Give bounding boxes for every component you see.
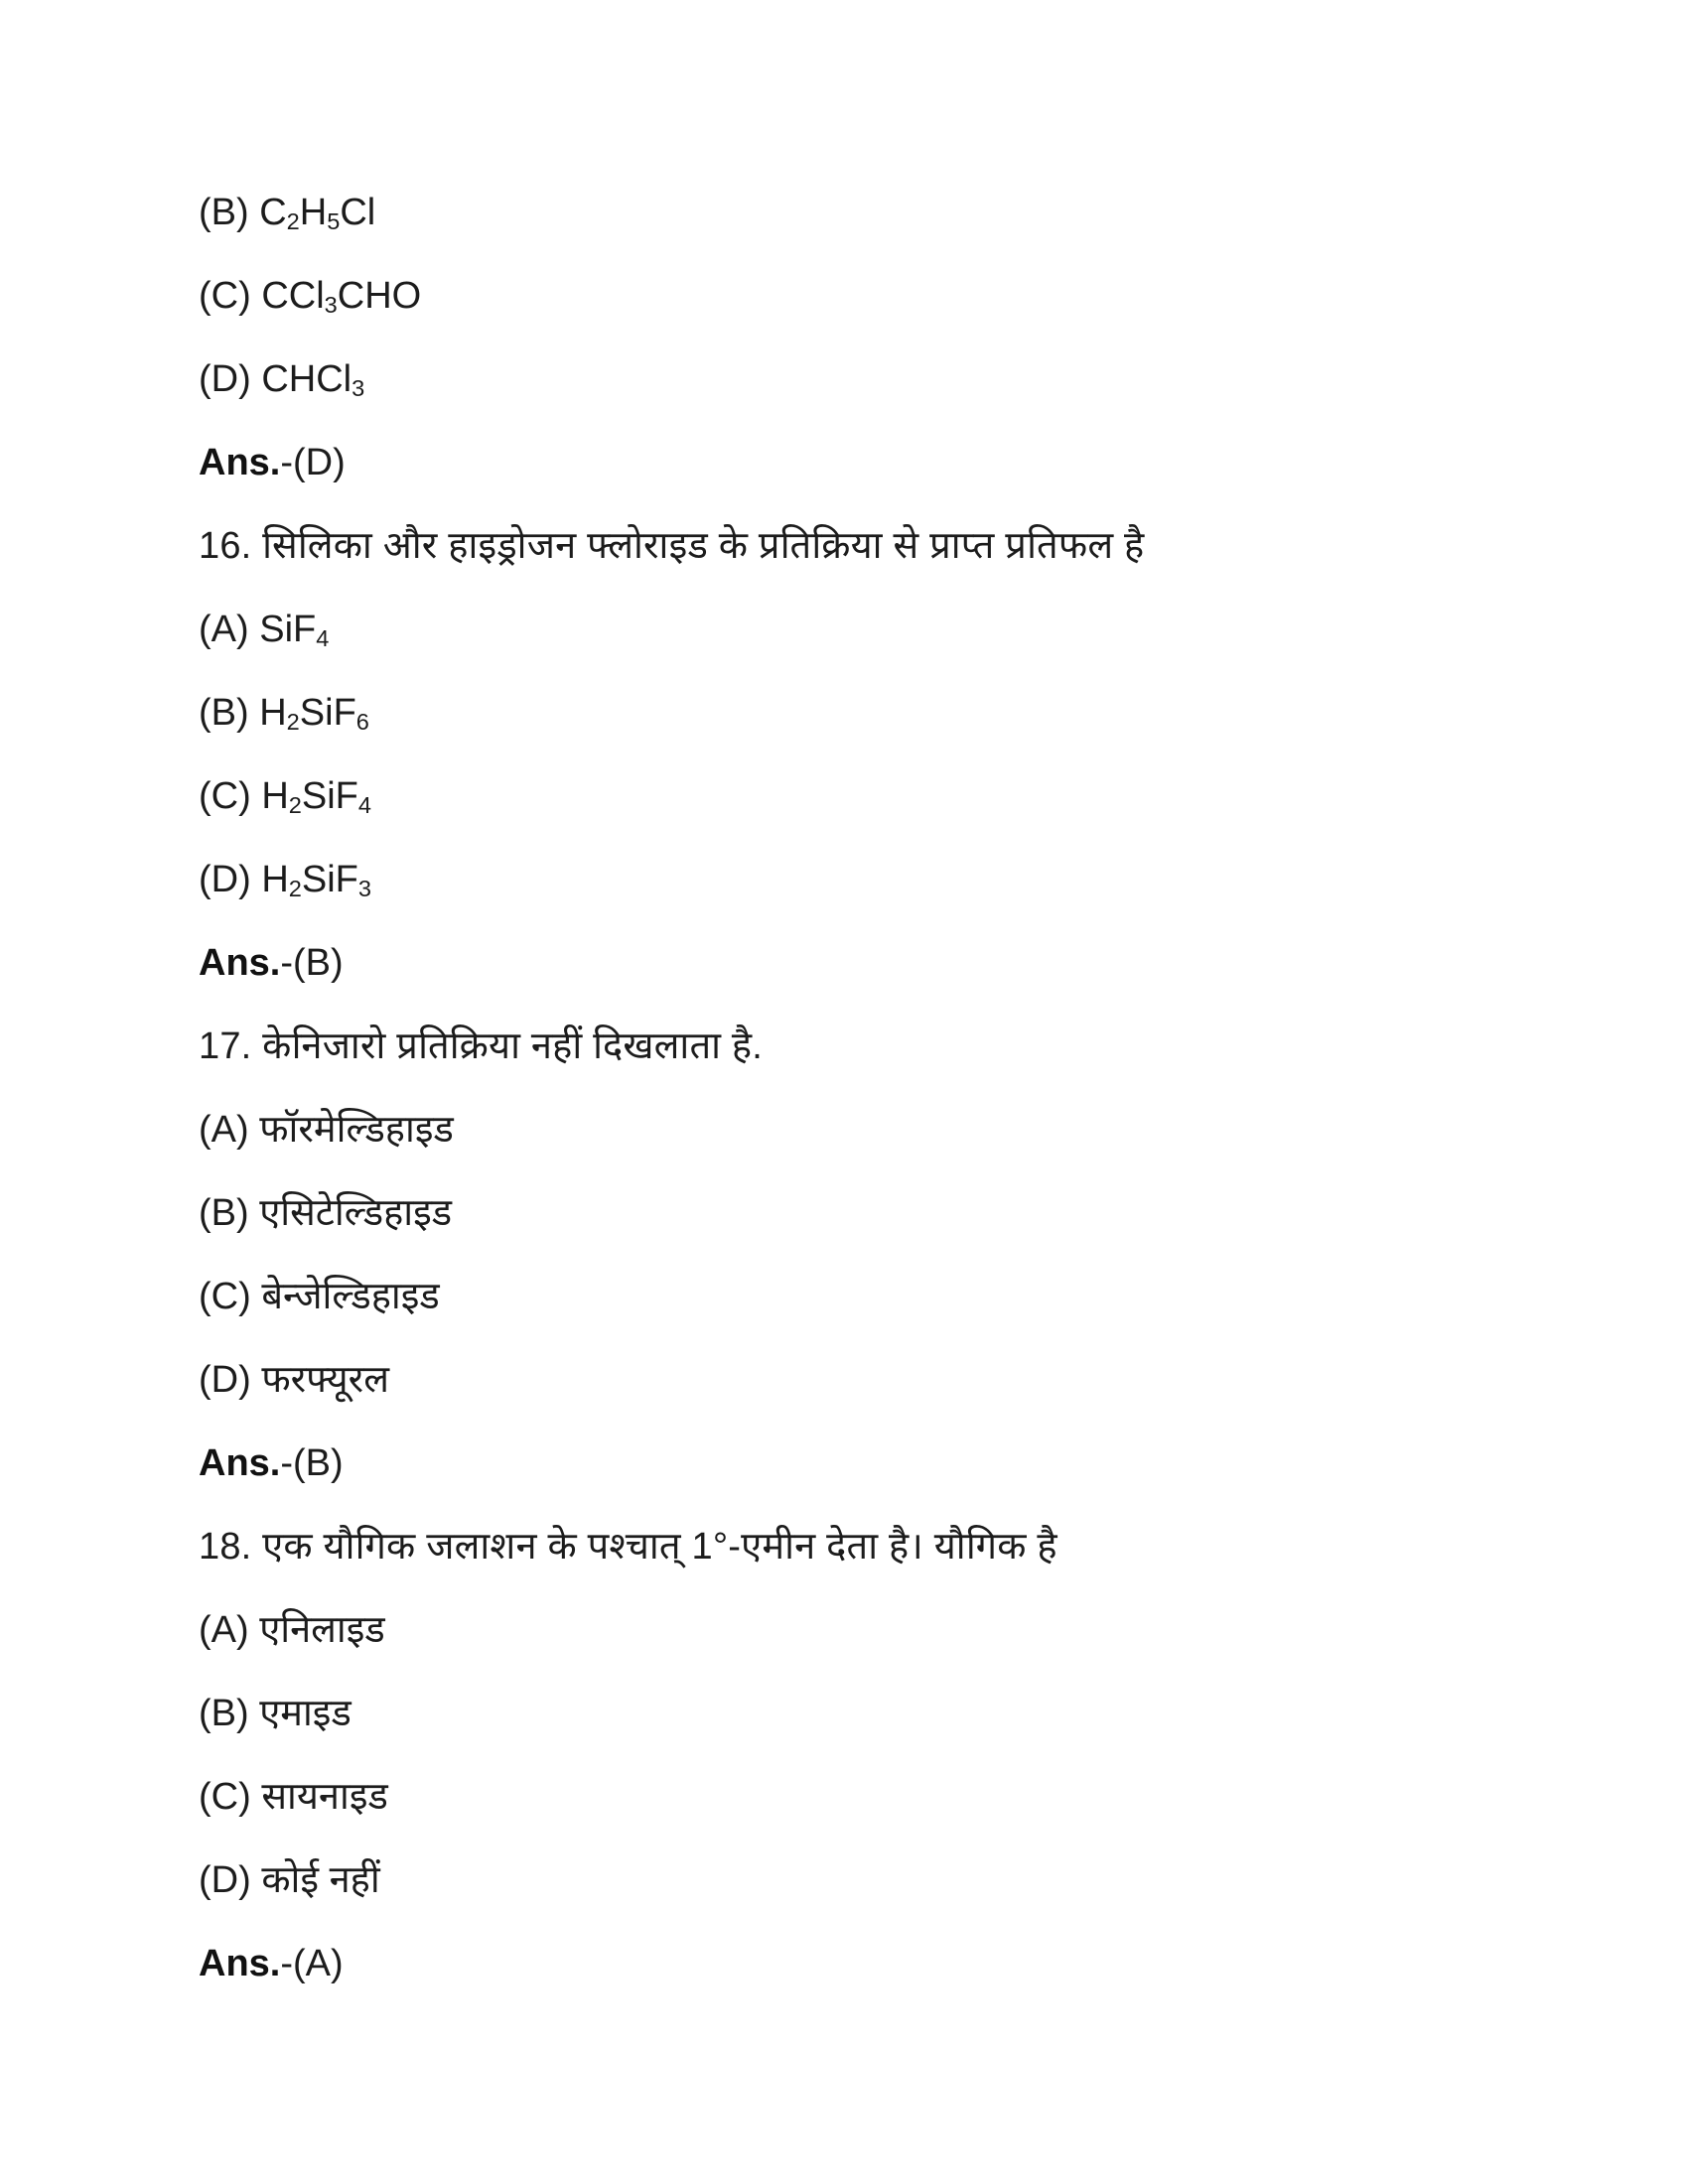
answer-value: -(B) <box>280 1442 344 1484</box>
option-line <box>199 1773 1579 1821</box>
question-text: 16. सिलिका और हाइड्रोजन फ्लोराइड के प्रतिक्रिया से प्राप्त प्रतिफल है <box>199 525 1145 567</box>
option-text: $C_2H_5Cl$ <box>259 192 376 235</box>
option-line <box>199 1856 1579 1904</box>
option-line <box>199 1606 1579 1654</box>
answer-label: Ans. <box>199 442 281 483</box>
option-label: (D) <box>199 358 251 400</box>
option-line <box>199 272 1579 320</box>
question-line <box>199 1523 1579 1570</box>
answer-line <box>199 1940 1579 1987</box>
answer-label: Ans. <box>199 1943 281 1984</box>
question-text: 17. केनिजारो प्रतिक्रिया नहीं दिखलाता है. <box>199 1025 764 1067</box>
option-label: (C) <box>199 1776 251 1818</box>
answer-value: -(B) <box>280 942 344 984</box>
option-line <box>199 689 1579 737</box>
option-text: सायनाइड <box>261 1776 388 1818</box>
option-text: $H_2SiF_6$ <box>259 692 369 736</box>
question-line <box>199 522 1579 570</box>
option-label: (A) <box>199 1109 249 1151</box>
option-line <box>199 1356 1579 1404</box>
option-text: एसिटेल्डिहाइड <box>259 1192 453 1234</box>
option-text: $H_2SiF_3$ <box>261 859 371 902</box>
option-line <box>199 606 1579 653</box>
answer-value: -(A) <box>280 1943 344 1984</box>
option-text: फरफ्यूरल <box>261 1359 389 1401</box>
option-label: (C) <box>199 1276 251 1317</box>
option-label: (D) <box>199 1859 251 1901</box>
option-text: एमाइड <box>259 1693 352 1734</box>
answer-line <box>199 439 1579 486</box>
answer-line <box>199 939 1579 987</box>
answer-label: Ans. <box>199 942 281 984</box>
option-text: कोई नहीं <box>261 1859 380 1901</box>
option-text: फॉरमेल्डिहाइड <box>259 1109 454 1151</box>
question-paper-content <box>199 189 1579 2023</box>
option-line <box>199 1273 1579 1320</box>
option-label: (B) <box>199 1192 249 1234</box>
option-line <box>199 856 1579 903</box>
option-text: एनिलाइड <box>259 1609 385 1651</box>
option-label: (B) <box>199 1693 249 1734</box>
option-text: CHCl$_3$ <box>261 358 365 402</box>
question-text: 18. एक यौगिक जलाशन के पश्चात् 1°-एमीन देता है। यौगिक है <box>199 1526 1057 1568</box>
option-label: (D) <box>199 859 251 900</box>
option-text: SiF$_4$ <box>259 609 330 652</box>
option-line <box>199 189 1579 236</box>
option-label: (D) <box>199 1359 251 1401</box>
option-label: (A) <box>199 609 249 650</box>
option-label: (B) <box>199 692 249 734</box>
option-text: बेन्जेल्डिहाइड <box>261 1276 440 1317</box>
answer-label: Ans. <box>199 1442 281 1484</box>
question-line <box>199 1023 1579 1070</box>
option-label: (C) <box>199 775 251 817</box>
option-label: (A) <box>199 1609 249 1651</box>
option-label: (C) <box>199 275 251 317</box>
option-line <box>199 1106 1579 1154</box>
option-text: $H_2SiF_4$ <box>261 775 371 819</box>
option-text: CCl$_3$CHO <box>261 275 422 319</box>
answer-value: -(D) <box>280 442 346 483</box>
option-line <box>199 1690 1579 1737</box>
option-line <box>199 1189 1579 1237</box>
answer-line <box>199 1439 1579 1487</box>
option-line <box>199 772 1579 820</box>
option-line <box>199 355 1579 403</box>
option-label: (B) <box>199 192 249 233</box>
